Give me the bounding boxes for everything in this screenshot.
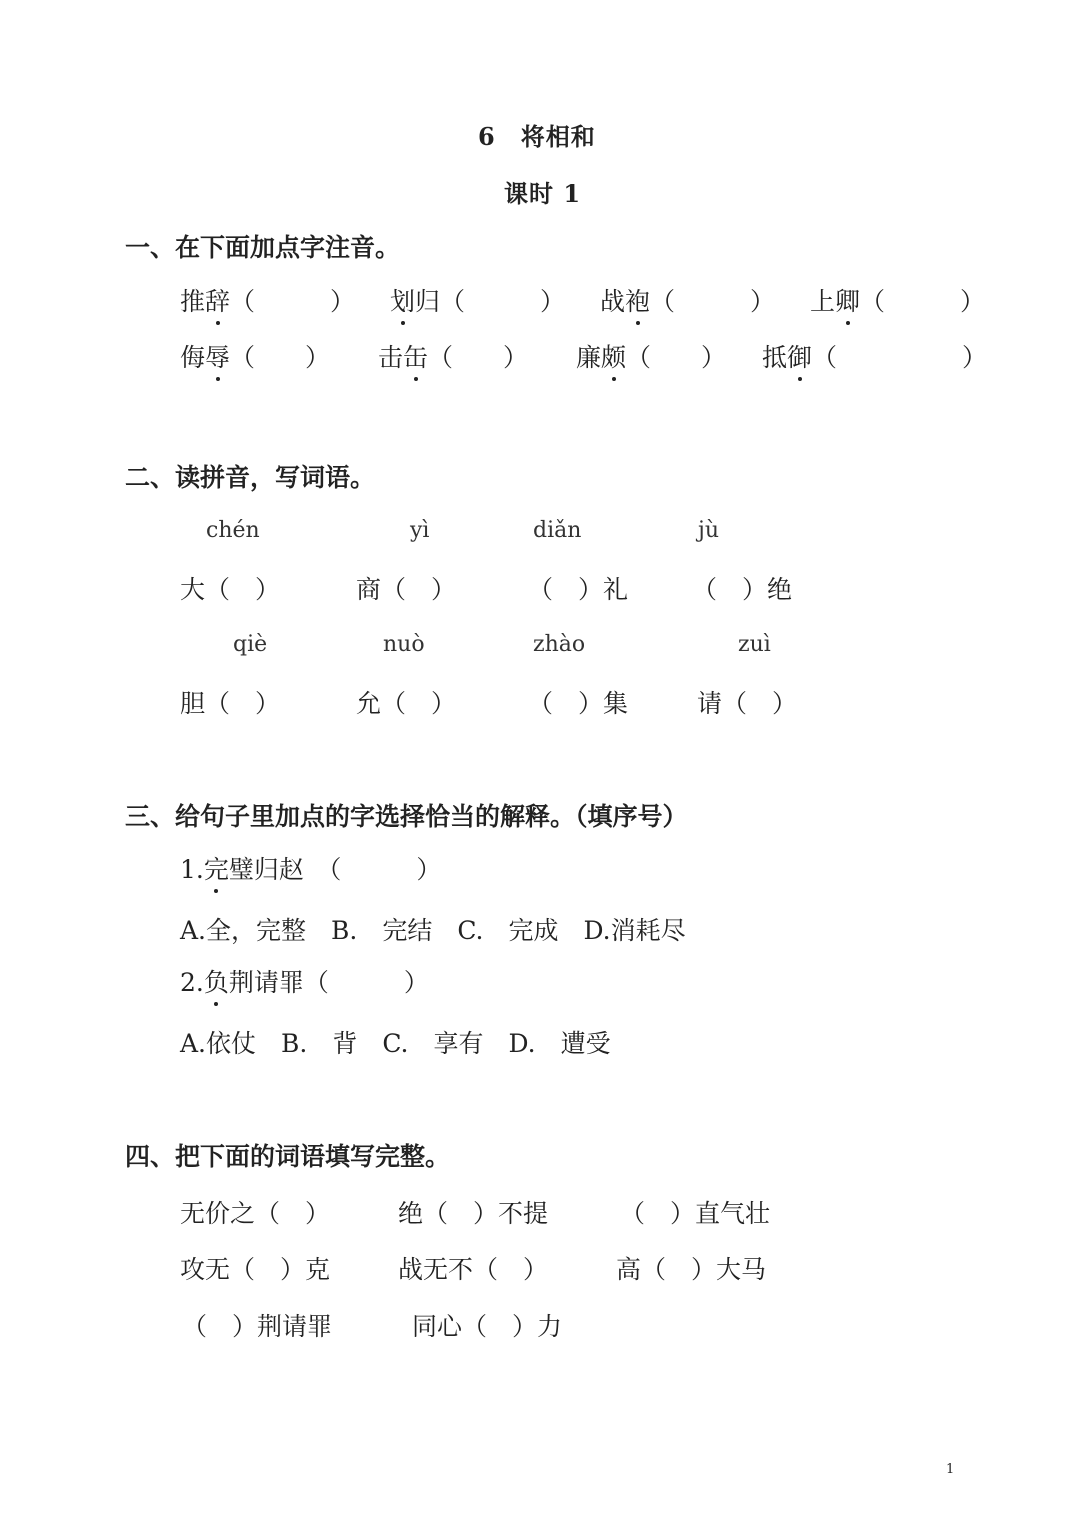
pinyin: zhào bbox=[533, 632, 586, 657]
s1-item: 上卿（ ） bbox=[810, 282, 985, 318]
question-2: 2.负荆请罪（ ） bbox=[180, 963, 429, 999]
dotted-char: 缶 bbox=[403, 338, 428, 374]
s1-item: 划归（ ） bbox=[390, 282, 565, 318]
idiom-blank: 同心（ ）力 bbox=[412, 1312, 563, 1341]
dotted-char: 卿 bbox=[835, 282, 860, 318]
question-1: 1.完璧归赵 （ ） bbox=[180, 850, 441, 886]
question-1-options: A.全，完整 B. 完结 C. 完成 D.消耗尽 bbox=[180, 916, 686, 945]
word-blank: （ ）礼 bbox=[528, 575, 629, 604]
idiom-blank: （ ）直气壮 bbox=[620, 1199, 771, 1228]
pinyin: jù bbox=[698, 518, 719, 543]
word-blank: 请（ ） bbox=[697, 689, 798, 718]
idiom-blank: （ ）荆请罪 bbox=[182, 1312, 333, 1341]
s1-item: 推辞（ ） bbox=[180, 282, 355, 318]
s1-item: 击缶（ ） bbox=[378, 338, 528, 374]
s1-item: 战袍（ ） bbox=[600, 282, 775, 318]
section-1-heading: 一、在下面加点字注音。 bbox=[125, 233, 401, 262]
idiom-blank: 高（ ）大马 bbox=[616, 1255, 767, 1284]
section-4-heading: 四、把下面的词语填写完整。 bbox=[125, 1142, 451, 1171]
dotted-char: 颇 bbox=[601, 338, 626, 374]
pinyin: zuì bbox=[738, 632, 771, 657]
word-blank: 允（ ） bbox=[356, 689, 457, 718]
dotted-char: 辱 bbox=[205, 338, 230, 374]
dotted-char: 负 bbox=[204, 963, 229, 999]
word-blank: 胆（ ） bbox=[180, 689, 281, 718]
dotted-char: 完 bbox=[204, 850, 229, 886]
page-number: 1 bbox=[946, 1462, 955, 1477]
pinyin: nuò bbox=[383, 632, 425, 657]
idiom-blank: 攻无（ ）克 bbox=[180, 1255, 331, 1284]
word-blank: （ ）绝 bbox=[692, 575, 793, 604]
page-title: 6 将相和 bbox=[478, 122, 596, 151]
idiom-blank: 战无不（ ） bbox=[398, 1255, 549, 1284]
lesson-subtitle: 课时 1 bbox=[504, 179, 582, 208]
dotted-char: 辞 bbox=[205, 282, 230, 318]
question-2-options: A.依仗 B. 背 C. 享有 D. 遭受 bbox=[180, 1029, 611, 1058]
pinyin: yì bbox=[410, 518, 430, 543]
section-3-heading: 三、给句子里加点的字选择恰当的解释。（填序号） bbox=[125, 802, 688, 831]
pinyin: diǎn bbox=[533, 518, 582, 543]
dotted-char: 御 bbox=[787, 338, 812, 374]
pinyin: qiè bbox=[233, 632, 268, 657]
s1-item: 抵御（ ） bbox=[762, 338, 987, 374]
dotted-char: 划 bbox=[390, 282, 415, 318]
section-2-heading: 二、读拼音，写词语。 bbox=[125, 463, 376, 492]
word-blank: 商（ ） bbox=[356, 575, 457, 604]
pinyin: chén bbox=[206, 518, 260, 543]
dotted-char: 袍 bbox=[625, 282, 650, 318]
idiom-blank: 无价之（ ） bbox=[180, 1199, 331, 1228]
s1-item: 廉颇（ ） bbox=[576, 338, 726, 374]
s1-item: 侮辱（ ） bbox=[180, 338, 330, 374]
idiom-blank: 绝（ ）不提 bbox=[398, 1199, 549, 1228]
word-blank: 大（ ） bbox=[180, 575, 281, 604]
word-blank: （ ）集 bbox=[528, 689, 629, 718]
